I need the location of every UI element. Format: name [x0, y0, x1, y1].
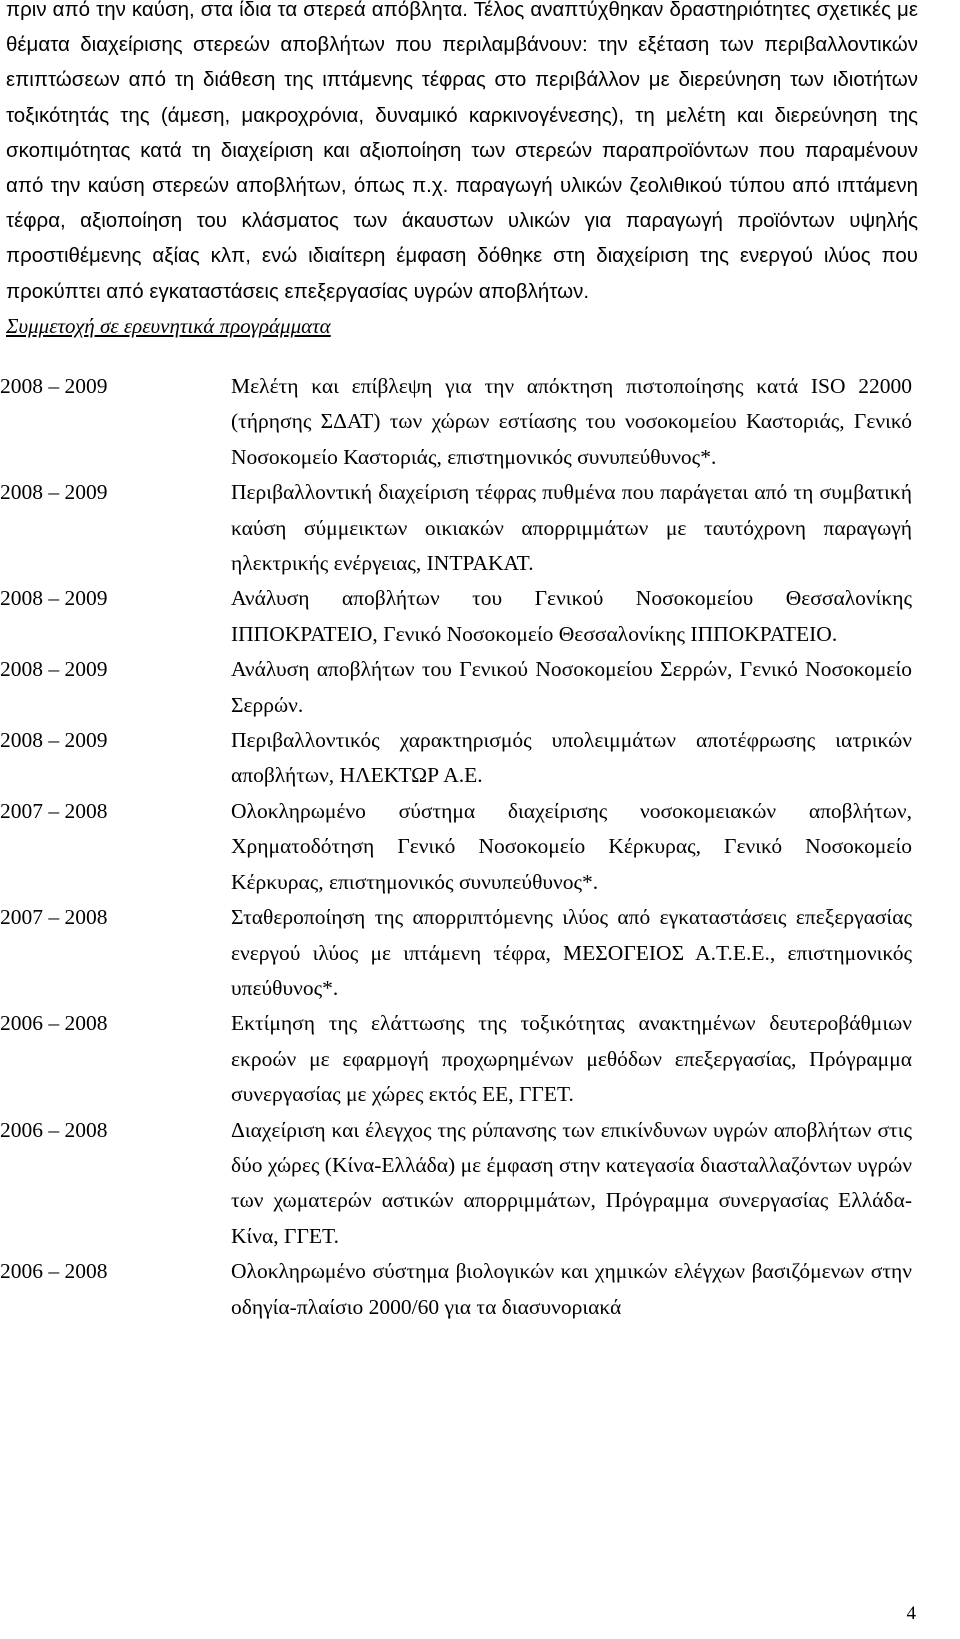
project-row — [0, 1006, 912, 1112]
project-years: 2008 – 2009 — [0, 480, 108, 505]
project-row — [0, 1113, 912, 1255]
project-description: Ολοκληρωμένο σύστημα διαχείρισης νοσοκομειακών αποβλήτων, Χρηματοδότηση Γενικό Νοσοκομείο Κέρκυρας, Γενικό Νοσοκομείο Κέρκυρας, επιστημονικός συνυπεύθυνος*. — [231, 798, 912, 894]
project-row — [0, 652, 912, 723]
project-years: 2008 – 2009 — [0, 586, 108, 611]
project-description: Ανάλυση αποβλήτων του Γενικού Νοσοκομείου Σερρών, Γενικό Νοσοκομείο Σερρών. — [231, 657, 912, 717]
section-heading: Συμμετοχή σε ερευνητικά προγράμματα — [6, 313, 331, 338]
project-row — [0, 794, 912, 900]
project-description: Περιβαλλοντικός χαρακτηρισμός υπολειμμάτων αποτέφρωσης ιατρικών αποβλήτων, ΗΛΕΚΤΩΡ Α.Ε. — [231, 728, 912, 788]
document-page — [6, 0, 918, 343]
project-row — [0, 369, 912, 475]
project-years: 2007 – 2008 — [0, 905, 108, 930]
projects-list — [0, 369, 912, 1325]
project-description: Περιβαλλοντική διαχείριση τέφρας πυθμένα που παράγεται από τη συμβατική καύση σύμμεικτων οικιακών απορριμμάτων με ταυτόχρονη παραγωγή ηλεκτρικής ενέργειας, ΙΝΤΡΑΚΑΤ. — [231, 480, 912, 576]
project-row — [0, 900, 912, 1006]
project-row — [0, 1254, 912, 1325]
project-row — [0, 723, 912, 794]
project-description: Μελέτη και επίβλεψη για την απόκτηση πιστοποίησης κατά ISO 22000 (τήρησης ΣΔΑΤ) των χώρων εστίασης του νοσοκομείου Καστοριάς, Γενικό Νοσοκομείο Καστοριάς, επιστημονικός συνυπεύθυνος*. — [231, 374, 912, 469]
project-description: Σταθεροποίηση της απορριπτόμενης ιλύος από εγκαταστάσεις επεξεργασίας ενεργού ιλύος με ιπτάμενη τέφρα, ΜΕΣΟΓΕΙΟΣ Α.Τ.Ε.Ε., επιστημονικός υπεύθυνος*. — [231, 905, 912, 1000]
project-years: 2007 – 2008 — [0, 798, 108, 823]
page-number: 4 — [906, 1603, 916, 1624]
project-years: 2008 – 2009 — [0, 374, 108, 398]
project-description: Εκτίμηση της ελάττωσης της τοξικότητας ανακτημένων δευτεροβάθμιων εκροών με εφαρμογή προχωρημένων μεθόδων επεξεργασίας, Πρόγραμμα συνεργασίας με χώρες εκτός ΕΕ, ΓΓΕΤ. — [231, 1011, 912, 1107]
project-description: Διαχείριση και έλεγχος της ρύπανσης των επικίνδυνων υγρών αποβλήτων στις δύο χώρες (Κίνα-Ελλάδα) με έμφαση στην κατεγασία διασταλλαζόντων υγρών των χωματερών αστικών απορριμμάτων, Πρόγραμμα συνεργασίας Ελλάδα-Κίνα, ΓΓΕΤ. — [231, 1117, 912, 1248]
project-row — [0, 475, 912, 581]
project-row — [0, 581, 912, 652]
project-years: 2006 – 2008 — [0, 1117, 108, 1142]
project-years: 2008 – 2009 — [0, 728, 108, 753]
project-years: 2006 – 2008 — [0, 1011, 108, 1036]
intro-paragraph: πριν από την καύση, στα ίδια τα στερεά απόβλητα. Τέλος αναπτύχθηκαν δραστηριότητες σχετικές με θέματα διαχείρισης στερεών αποβλήτων που περιλαμβάνουν: την εξέταση των περιβαλλοντικών επιπτώσεων από τη διάθεση της ιπτάμενης τέφρας στο περιβάλλον με διερεύνηση των ιδιοτήτων τοξικότητάς της (άμεση, μακροχρόνια, δυναμικό καρκινογένεσης), τη μελέτη και διερεύνηση της σκοπιμότητας κατά τη διαχείριση και αξιοποίηση των στερεών παραπροϊόντων που παραμένουν από την καύση στερεών αποβλήτων, όπως π.χ. παραγωγή υλικών ζεολιθικού τύπου από ιπτάμενη τέφρα, αξιοποίηση του κλάσματος των άκαυστων υλικών για παραγωγή προϊόντων υψηλής προστιθέμενης αξίας κλπ, ενώ ιδιαίτερη έμφαση δόθηκε στη διαχείριση της ενεργού ιλύος που προκύπτει από εγκαταστάσεις επεξεργασίας υγρών αποβλήτων. — [6, 0, 918, 303]
project-years: 2008 – 2009 — [0, 657, 108, 682]
project-years: 2006 – 2008 — [0, 1259, 108, 1284]
project-description: Ανάλυση αποβλήτων του Γενικού Νοσοκομείου Θεσσαλονίκης ΙΠΠΟΚΡΑΤΕΙΟ, Γενικό Νοσοκομείο Θεσσαλονίκης ΙΠΠΟΚΡΑΤΕΙΟ. — [231, 586, 912, 646]
project-description: Ολοκληρωμένο σύστημα βιολογικών και χημικών ελέγχων βασιζόμενων στην οδηγία-πλαίσιο 2000/60 για τα διασυνοριακά — [231, 1259, 912, 1319]
